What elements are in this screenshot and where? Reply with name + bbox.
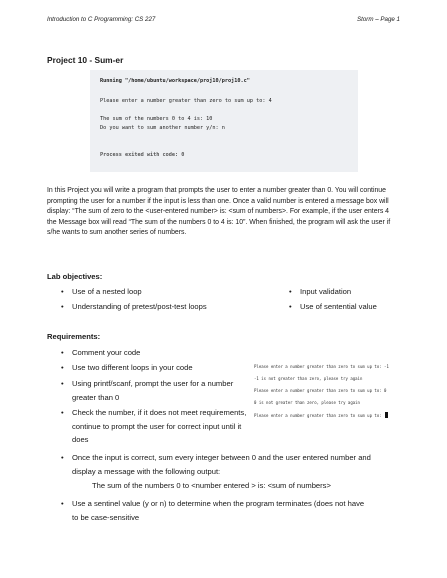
intro-paragraph: In this Project you will write a program that prompts the user to enter a number greater than 0. You will continue prompting the user for a number if the input is less than one. Once a valid number is entered a message box will display: “The sum of zero to the <user-entered number> is: <sum of numbers>. For example, if the user enters 4 the Message box will read “The sum of the numbers 0 to 4 is: 10”. When finished, the program will ask the user if s/he wants to sum another series of numbers. (47, 187, 391, 237)
requirement-item (61, 497, 372, 524)
objective-item (61, 300, 207, 313)
bullet-icon: • (61, 302, 64, 311)
objective-item (289, 285, 352, 298)
terminal-result-line: The sum of the numbers 0 to 4 is: 10 (100, 116, 213, 122)
validation-line: Please enter a number greater than zero to sum up to: (254, 413, 385, 418)
validation-line: -1 is not greater than zero, please try again (254, 376, 363, 381)
terminal-running-line: Running "/home/ubuntu/workspace/proj10/proj10.c" (100, 78, 250, 84)
validation-line-last (254, 412, 388, 418)
requirement-text: Comment your code (72, 348, 141, 357)
validation-line: 0 is not greater than zero, please try again (254, 400, 360, 405)
requirement-text: Using printf/scanf, prompt the user for a number greater than 0 (72, 379, 234, 402)
requirement-item (61, 451, 392, 478)
requirements-heading: Requirements: (47, 332, 101, 341)
validation-terminal (254, 362, 410, 418)
terminal-prompt-line: Please enter a number greater than zero to sum up to: 4 (100, 98, 272, 104)
course-header: Introduction to C Programming: CS 227 (47, 16, 156, 23)
bullet-icon: • (61, 379, 64, 388)
requirement-text: Use a sentinel value (y or n) to determine when the program terminates (does not have to be case-sensitive (72, 499, 365, 522)
terminal-again-line: Do you want to sum another number y/n: n (100, 125, 225, 131)
bullet-icon: • (289, 302, 292, 311)
bullet-icon: • (61, 287, 64, 296)
bullet-icon: • (61, 348, 64, 357)
objective-item (289, 300, 377, 313)
bullet-icon: • (61, 408, 64, 417)
output-format-line: The sum of the numbers 0 to <number entered > is: <sum of numbers> (92, 481, 331, 490)
bullet-icon: • (61, 363, 64, 372)
page-header: Storm – Page 1 (357, 16, 400, 23)
requirement-item (61, 377, 250, 404)
objective-text: Use of sentential value (300, 302, 377, 311)
objective-text: Use of a nested loop (72, 287, 142, 296)
objective-item (61, 285, 142, 298)
requirement-text: Check the number, if it does not meet requirements, continue to prompt the user for correct input until it does (72, 408, 247, 444)
text-cursor-icon (385, 412, 388, 418)
objective-text: Understanding of pretest/post-test loops (72, 302, 207, 311)
terminal-output (90, 70, 358, 172)
requirement-text: Use two different loops in your code (72, 363, 193, 372)
validation-line: Please enter a number greater than zero to sum up to: -1 (254, 364, 389, 369)
validation-line: Please enter a number greater than zero to sum up to: 0 (254, 388, 387, 393)
terminal-exit-line: Process exited with code: 0 (100, 152, 185, 158)
bullet-icon: • (61, 453, 64, 462)
project-title: Project 10 - Sum-er (47, 55, 124, 65)
objectives-heading: Lab objectives: (47, 272, 103, 281)
bullet-icon: • (61, 499, 64, 508)
requirement-item (61, 346, 252, 360)
bullet-icon: • (289, 287, 292, 296)
requirement-item (61, 406, 248, 447)
objective-text: Input validation (300, 287, 352, 296)
requirement-text: Once the input is correct, sum every integer between 0 and the user entered number and display a message with the following output: (72, 453, 371, 476)
requirement-item (61, 361, 252, 375)
